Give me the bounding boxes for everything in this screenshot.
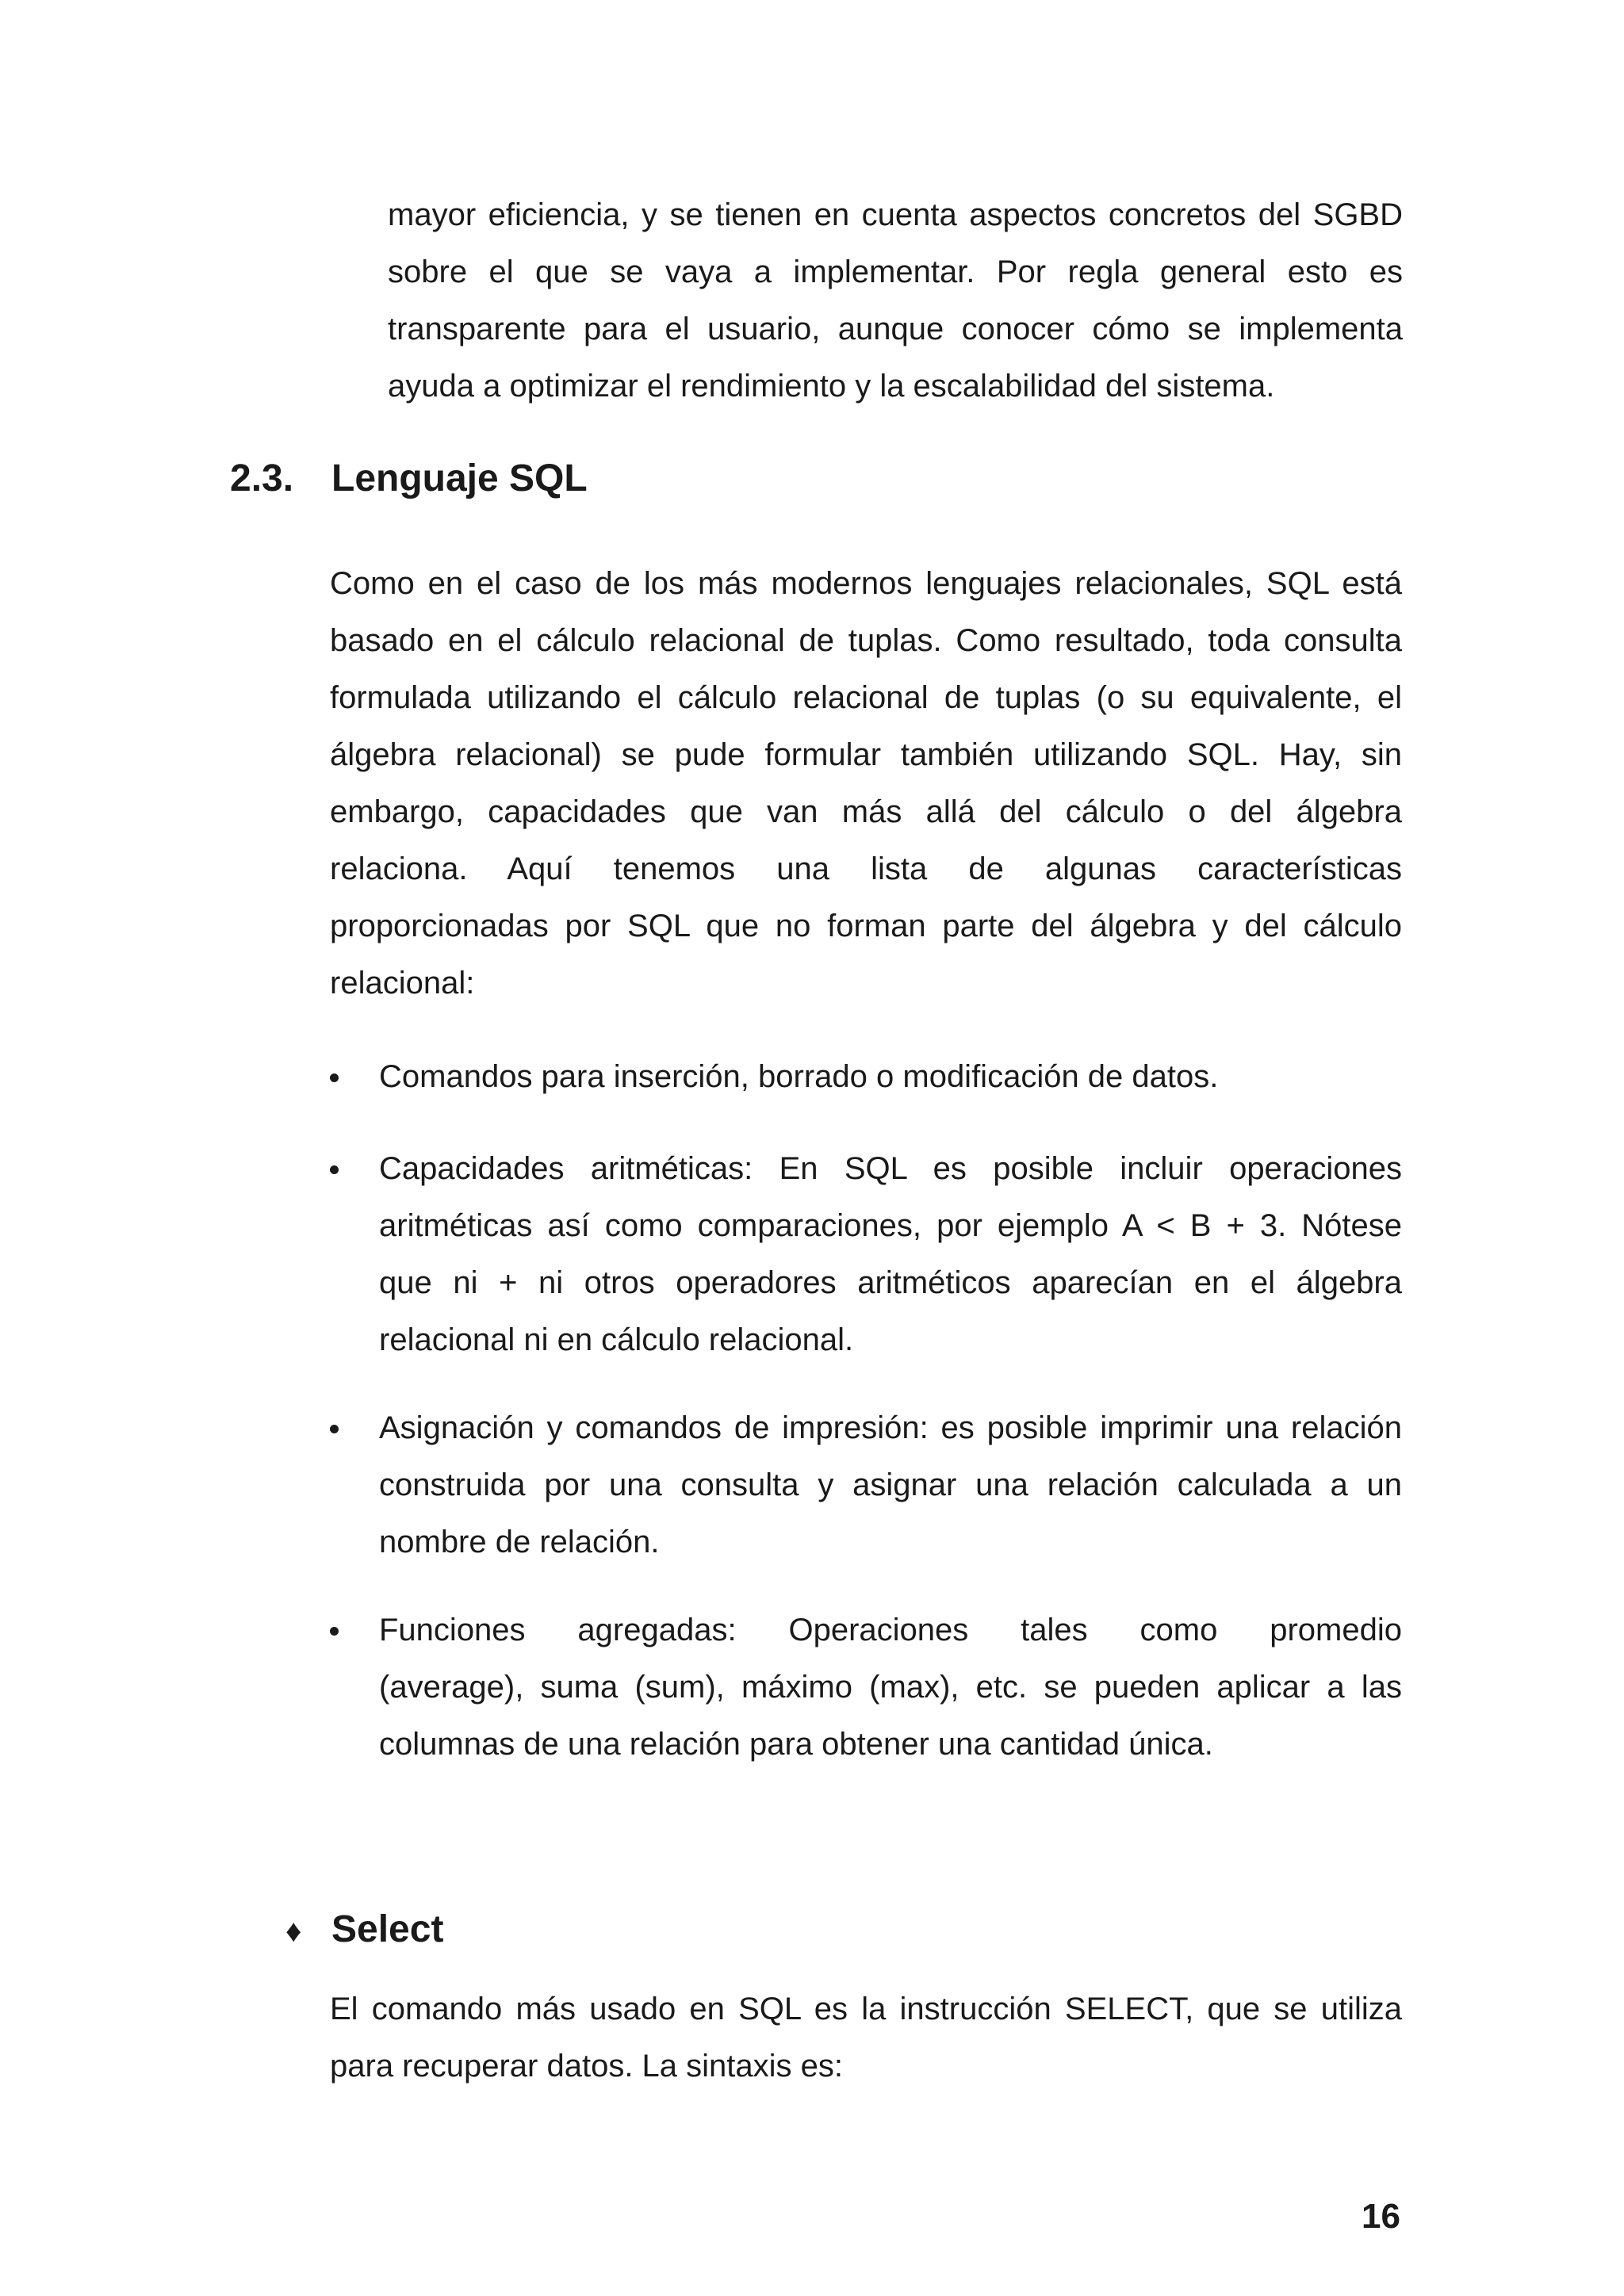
diamond-bullet-icon: ♦ — [285, 1914, 302, 1949]
list-item-line: Comandos para inserción, borrado o modificación de datos. — [379, 1059, 1219, 1094]
list-item-line: columnas de una relación para obtener una cantidad única. — [379, 1727, 1213, 1762]
bullet-icon — [330, 1165, 339, 1174]
select-paragraph-line: El comando más usado en SQL es la instrucción SELECT, que se utiliza — [330, 1992, 1402, 2026]
select-paragraph — [330, 1980, 1402, 2095]
intro-line: ayuda a optimizar el rendimiento y la escalabilidad del sistema. — [388, 369, 1275, 404]
sql-paragraph — [330, 555, 1402, 1012]
list-item-line: relacional ni en cálculo relacional. — [379, 1322, 854, 1357]
intro-paragraph — [388, 186, 1403, 415]
sql-paragraph-line: álgebra relacional) se pude formular también utilizando SQL. Hay, sin — [330, 737, 1402, 772]
sql-paragraph-line: embargo, capacidades que van más allá del cálculo o del álgebra — [330, 794, 1402, 829]
list-item-line: aritméticas así como comparaciones, por ejemplo A < B + 3. Nótese — [379, 1208, 1402, 1243]
bullet-icon — [330, 1425, 339, 1433]
list-item-text — [379, 1140, 1402, 1368]
intro-line: sobre el que se vaya a implementar. Por regla general esto es — [388, 254, 1403, 289]
list-item-line: que ni + ni otros operadores aritméticos aparecían en el álgebra — [379, 1265, 1402, 1300]
section-number: 2.3. — [230, 457, 294, 499]
list-item-text — [379, 1399, 1402, 1571]
intro-line: mayor eficiencia, y se tienen en cuenta aspectos concretos del SGBD — [388, 197, 1403, 232]
page-number: 16 — [1362, 2197, 1400, 2236]
bullet-icon — [330, 1627, 339, 1636]
section-heading — [230, 453, 588, 504]
list-item-line: (average), suma (sum), máximo (max), etc. se pueden aplicar a las — [379, 1670, 1402, 1705]
intro-line: transparente para el usuario, aunque conocer cómo se implementa — [388, 312, 1403, 346]
sql-paragraph-line: basado en el cálculo relacional de tuplas. Como resultado, toda consulta — [330, 623, 1402, 658]
sql-paragraph-line: proporcionadas por SQL que no forman parte del álgebra y del cálculo — [330, 909, 1402, 943]
list-item-text — [379, 1601, 1402, 1773]
sql-paragraph-line: relacional: — [330, 966, 475, 1001]
sql-paragraph-line: Como en el caso de los más modernos lenguajes relacionales, SQL está — [330, 566, 1402, 601]
list-item-line: Funciones agregadas: Operaciones tales como promedio — [379, 1613, 1402, 1647]
select-heading-title: Select — [331, 1908, 444, 1950]
list-item-line: Capacidades aritméticas: En SQL es posible incluir operaciones — [379, 1151, 1402, 1186]
select-paragraph-line: para recuperar datos. La sintaxis es: — [330, 2049, 844, 2084]
list-item-line: nombre de relación. — [379, 1525, 660, 1559]
section-title: Lenguaje SQL — [331, 457, 588, 499]
sql-paragraph-line: relaciona. Aquí tenemos una lista de algunas características — [330, 851, 1402, 886]
list-item-line: construida por una consulta y asignar una relación calculada a un — [379, 1468, 1402, 1502]
list-item-text — [379, 1048, 1402, 1105]
bullet-icon — [330, 1073, 339, 1082]
select-heading — [285, 1904, 443, 1957]
list-item-line: Asignación y comandos de impresión: es posible imprimir una relación — [379, 1410, 1402, 1445]
sql-paragraph-line: formulada utilizando el cálculo relacional de tuplas (o su equivalente, el — [330, 680, 1402, 715]
